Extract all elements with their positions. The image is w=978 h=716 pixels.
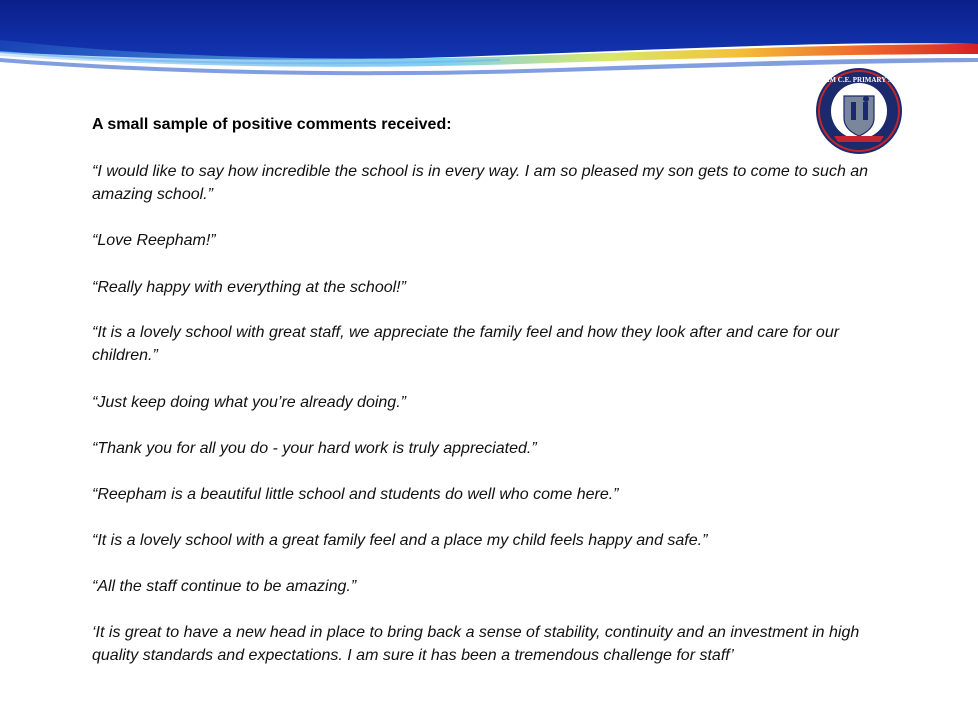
crest-text: REEPHAM C.E. PRIMARY SCHOOL — [800, 76, 918, 84]
comment-1: “I would like to say how incredible the school is in every way. I am so pleased my son gets to come to such an amazing school.” — [92, 163, 869, 203]
comment-5: “Just keep doing what you’re already doing.” — [92, 394, 406, 411]
comment-2: “Love Reepham!” — [92, 232, 216, 249]
school-crest-icon — [800, 66, 918, 156]
comment-6: “Thank you for all you do - your hard work is truly appreciated.” — [92, 440, 537, 457]
comment-3: “Really happy with everything at the school!” — [92, 279, 406, 296]
comment-10: ‘It is great to have a new head in place to bring back a sense of stability, continuity and an investment in high quality standards and expectations. I am sure it has been a tremendous challenge for staff’ — [92, 624, 860, 664]
comment-7: “Reepham is a beautiful little school and students do well who come here.” — [92, 486, 619, 503]
page-heading: A small sample of positive comments received: — [92, 116, 452, 133]
comment-9: “All the staff continue to be amazing.” — [92, 578, 357, 595]
comment-8: “It is a lovely school with a great family feel and a place my child feels happy and safe.” — [92, 532, 708, 549]
comment-4: “It is a lovely school with great staff, we appreciate the family feel and how they look after and care for our children.” — [92, 324, 840, 364]
